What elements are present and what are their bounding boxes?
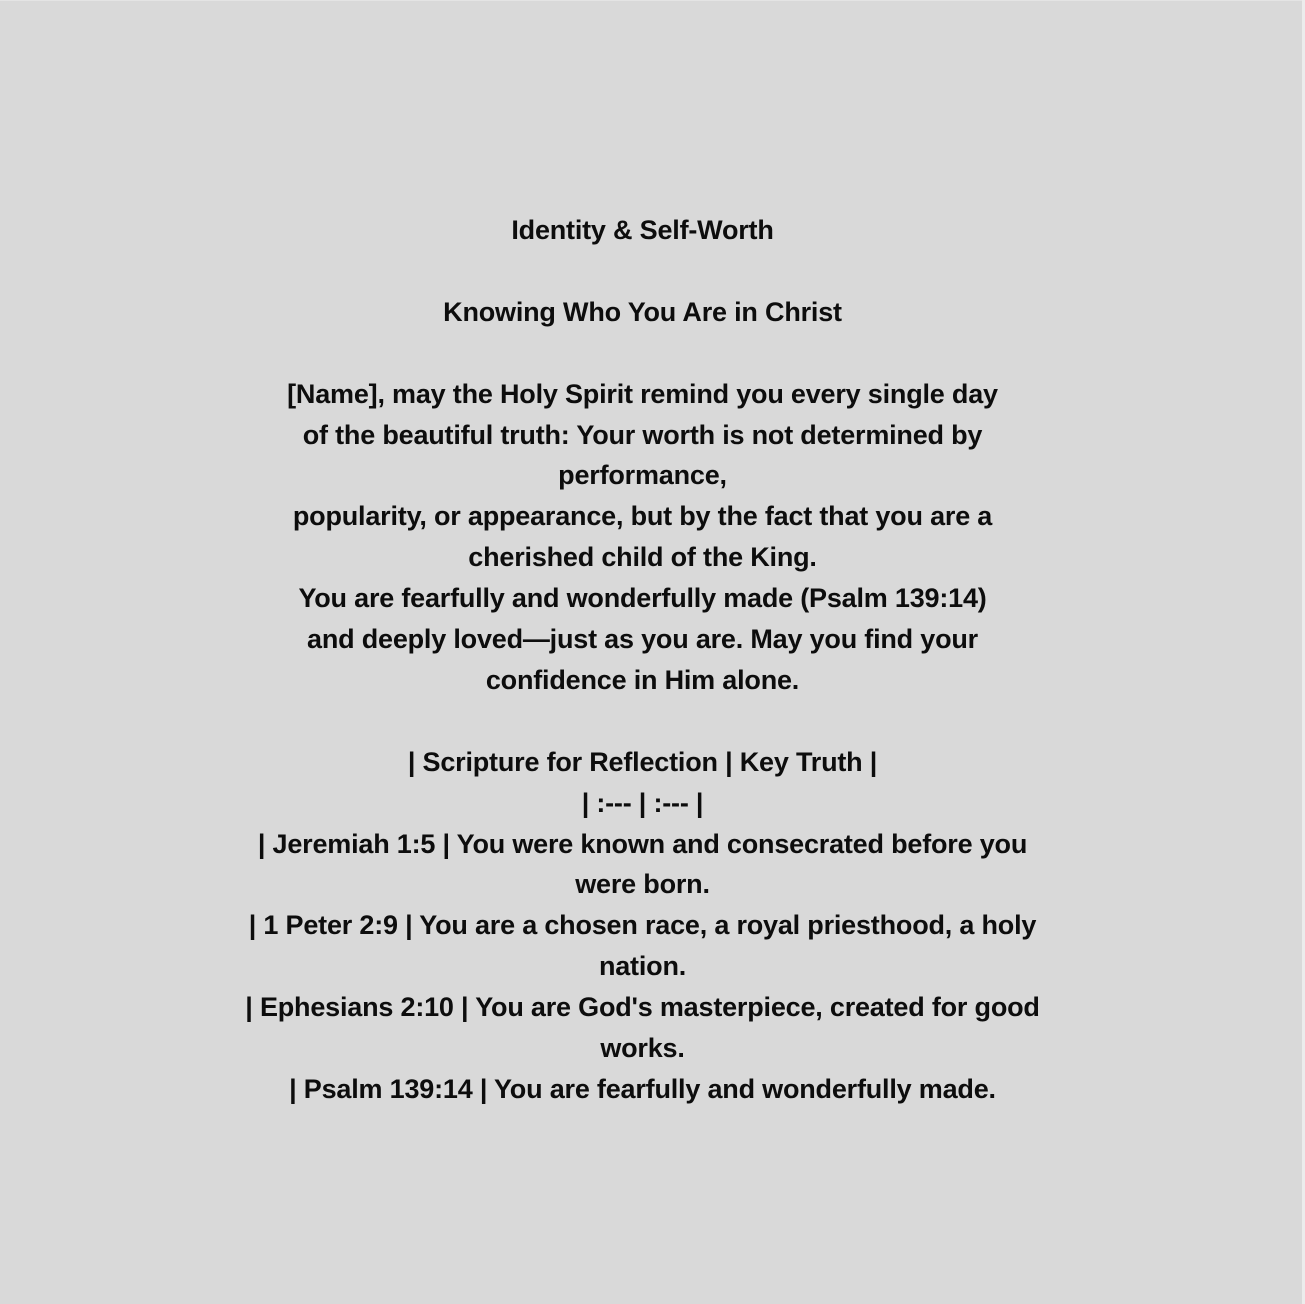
table-row-line: nation. bbox=[598, 951, 687, 982]
paragraph-line: You are fearfully and wonderfully made (Psalm 139:14) bbox=[298, 583, 987, 614]
table-row-line: | 1 Peter 2:9 | You are a chosen race, a royal priesthood, a holy bbox=[248, 910, 1037, 941]
paragraph-line: and deeply loved—just as you are. May you find your bbox=[307, 624, 978, 655]
table-row bbox=[0, 987, 1285, 1069]
top-edge bbox=[0, 0, 1305, 1]
spacer bbox=[0, 701, 1285, 742]
document-subtitle: Knowing Who You Are in Christ bbox=[443, 296, 842, 327]
table-row-line: | Jeremiah 1:5 | You were known and consecrated before you bbox=[257, 828, 1028, 859]
paragraph-line: popularity, or appearance, but by the fact that you are a bbox=[292, 501, 993, 532]
table-row bbox=[0, 1069, 1285, 1110]
paragraph-line: [Name], may the Holy Spirit remind you every single day bbox=[287, 378, 998, 409]
table-row bbox=[0, 905, 1285, 987]
document-body bbox=[0, 210, 1285, 1110]
table-row bbox=[0, 824, 1285, 906]
table-separator: | :--- | :--- | bbox=[581, 787, 704, 818]
paragraph-line: of the beautiful truth: Your worth is not determined by bbox=[302, 419, 983, 450]
paragraph-line: cherished child of the King. bbox=[468, 542, 817, 573]
paragraph-line: performance, bbox=[558, 460, 727, 491]
scripture-table bbox=[0, 742, 1285, 1110]
table-header: | Scripture for Reflection | Key Truth | bbox=[407, 746, 878, 777]
spacer bbox=[0, 251, 1285, 292]
table-row-line: works. bbox=[600, 1033, 685, 1064]
table-row-line: were born. bbox=[575, 869, 710, 900]
blessing-paragraph bbox=[0, 374, 1285, 701]
spacer bbox=[0, 333, 1285, 374]
document-title: Identity & Self-Worth bbox=[511, 215, 774, 245]
paragraph-line: confidence in Him alone. bbox=[485, 664, 800, 695]
table-row-line: | Psalm 139:14 | You are fearfully and wonderfully made. bbox=[289, 1073, 996, 1104]
table-row-line: | Ephesians 2:10 | You are God's masterpiece, created for good bbox=[245, 992, 1040, 1023]
